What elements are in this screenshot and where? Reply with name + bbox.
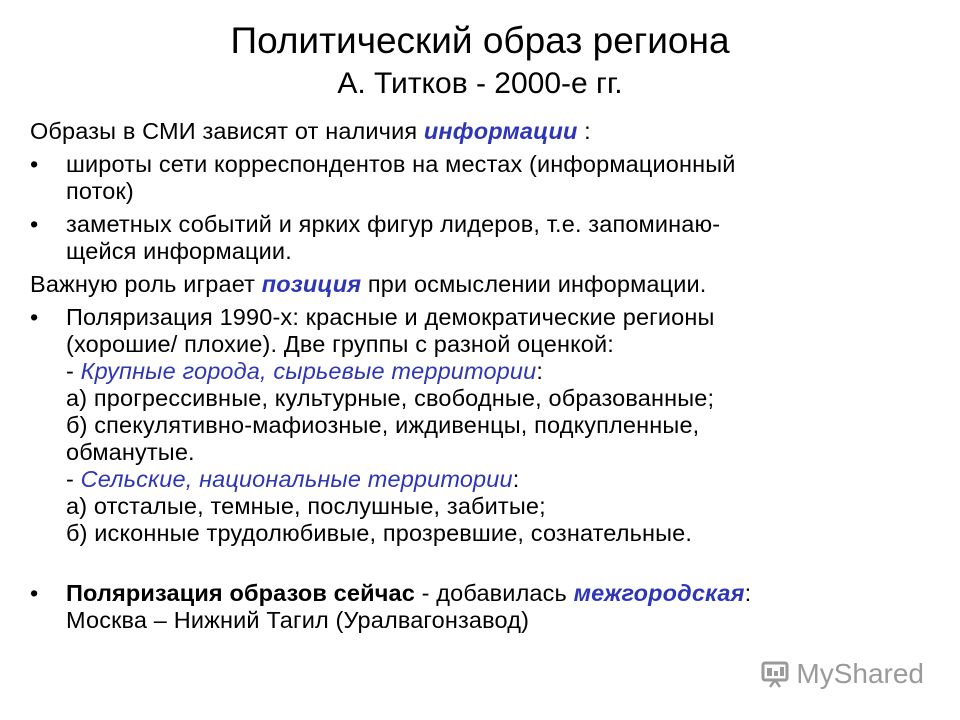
bullet-text: щейся информации. bbox=[66, 238, 292, 264]
paragraph-media-images bbox=[30, 118, 930, 145]
bullet-item-polarization-1990s bbox=[30, 304, 930, 547]
bullet-text: поток) bbox=[66, 178, 134, 204]
presentation-board-icon bbox=[760, 659, 790, 689]
group-trait-line: б) спекулятивно-мафиозные, иждивенцы, подкупленные, bbox=[66, 412, 700, 438]
group-trait-line: обманутые. bbox=[66, 439, 195, 465]
paragraph-text: : bbox=[577, 118, 591, 144]
group-trait-line: а) отсталые, темные, послушные, забитые; bbox=[66, 493, 546, 519]
watermark bbox=[760, 656, 924, 692]
bullet-text: Москва – Нижний Тагил (Уралвагонзавод) bbox=[66, 607, 530, 633]
group-trait-line: б) исконные трудолюбивые, прозревшие, сознательные. bbox=[66, 520, 693, 546]
paragraph-text: Важную роль играет bbox=[30, 271, 262, 297]
paragraph-position bbox=[30, 271, 930, 298]
title-line-2: А. Титков - 2000-е гг. bbox=[337, 67, 623, 100]
slide-title bbox=[0, 18, 960, 104]
bold-phrase: Поляризация образов сейчас bbox=[66, 580, 415, 606]
paragraph-text: Образы в СМИ зависят от наличия bbox=[30, 118, 424, 144]
bullet-text: (хорошие/ плохие). Две группы с разной оценкой: bbox=[66, 331, 614, 357]
bullet-dot: • bbox=[30, 580, 39, 606]
title-line-1: Политический образ региона bbox=[230, 20, 730, 61]
accent-term-information: информации bbox=[423, 118, 578, 144]
group-heading-rural bbox=[66, 466, 930, 493]
bullet-dot: • bbox=[30, 211, 39, 237]
bullet-dot: • bbox=[30, 151, 39, 177]
bullet-text: широты сети корреспондентов на местах (информационный bbox=[66, 151, 736, 177]
bullet-dot: • bbox=[30, 304, 39, 330]
accent-group-rural: Сельские, национальные территории bbox=[80, 466, 513, 492]
colon: : bbox=[512, 466, 520, 492]
bullet-text: Поляризация 1990-х: красные и демократические регионы bbox=[66, 304, 715, 330]
bullet-text: - добавилась bbox=[414, 580, 574, 606]
bullet-text: заметных событий и ярких фигур лидеров, т.е. запоминаю- bbox=[66, 211, 721, 237]
group-trait-line: а) прогрессивные, культурные, свободные, образованные; bbox=[66, 385, 715, 411]
accent-group-cities: Крупные города, сырьевые территории bbox=[80, 358, 537, 384]
bullet-line bbox=[66, 580, 930, 607]
accent-term-intercity: межгородская bbox=[573, 580, 745, 606]
bullet-item-correspondents bbox=[30, 151, 930, 205]
bullet-item-polarization-now bbox=[30, 580, 930, 634]
dash: - bbox=[66, 466, 81, 492]
colon: : bbox=[744, 580, 752, 606]
group-heading-cities bbox=[66, 358, 930, 385]
bullet-item-events bbox=[30, 211, 930, 265]
slide-body bbox=[30, 118, 930, 640]
accent-term-position: позиция bbox=[261, 271, 362, 297]
watermark-text: MyShared bbox=[796, 658, 924, 689]
dash: - bbox=[66, 358, 81, 384]
paragraph-text: при осмыслении информации. bbox=[361, 271, 707, 297]
colon: : bbox=[536, 358, 544, 384]
spacer bbox=[30, 553, 930, 580]
